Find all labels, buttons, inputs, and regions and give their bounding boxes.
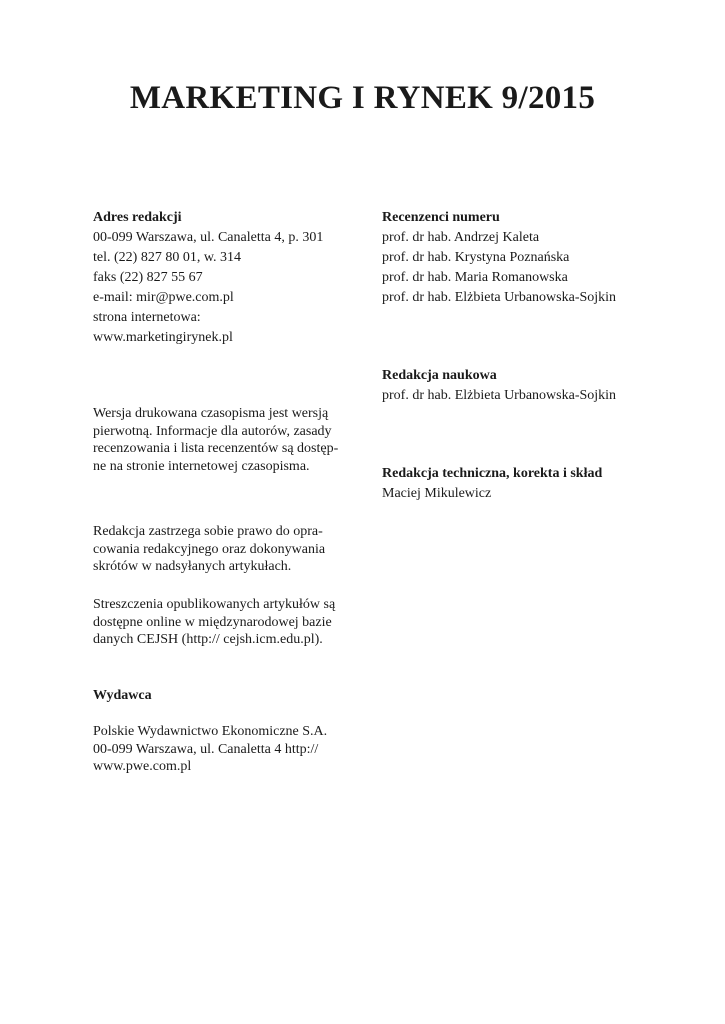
print-version-line: recenzowania i lista recenzentów są dostęp-: [93, 441, 339, 456]
publisher-heading: Wydawca: [93, 688, 152, 703]
publisher-address: 00-099 Warszawa, ul. Canaletta 4 http://: [93, 741, 319, 757]
address-website-label: strona internetowa:: [93, 310, 201, 325]
editorial-rights-note: [93, 523, 383, 576]
print-version-line: pierwotną. Informacje dla autorów, zasady: [93, 423, 332, 439]
reviewer-item: prof. dr hab. Elżbieta Urbanowska-Sojkin: [382, 290, 617, 305]
address-block: [93, 208, 383, 348]
address-fax: faks (22) 827 55 67: [93, 270, 203, 285]
reviewer-item: prof. dr hab. Andrzej Kaleta: [382, 230, 540, 245]
editorial-rights-line: cowania redakcyjnego oraz dokonywania: [93, 541, 326, 557]
print-version-line: ne na stronie internetowej czasopisma.: [93, 458, 310, 474]
publisher-heading-block: [93, 686, 383, 706]
scientific-editor-name: prof. dr hab. Elżbieta Urbanowska-Sojkin: [382, 388, 617, 403]
print-version-note: [93, 405, 383, 475]
publisher-website: www.pwe.com.pl: [93, 759, 192, 774]
abstracts-line: danych CEJSH (http:// cejsh.icm.edu.pl).: [93, 632, 323, 647]
scientific-editor-block: [382, 366, 682, 406]
editorial-rights-line: skrótów w nadsyłanych artykułach.: [93, 559, 292, 574]
address-heading: Adres redakcji: [93, 210, 182, 225]
reviewer-item: prof. dr hab. Maria Romanowska: [382, 270, 568, 285]
abstracts-line: dostępne online w międzynarodowej bazie: [93, 614, 332, 630]
address-email: e-mail: mir@pwe.com.pl: [93, 290, 234, 305]
address-street: 00-099 Warszawa, ul. Canaletta 4, p. 301: [93, 230, 324, 245]
publisher-block: [93, 723, 383, 776]
reviewers-block: [382, 208, 682, 308]
editorial-rights-line: Redakcja zastrzega sobie prawo do opra-: [93, 524, 323, 539]
technical-editor-name: Maciej Mikulewicz: [382, 486, 492, 501]
address-phone: tel. (22) 827 80 01, w. 314: [93, 250, 242, 265]
technical-editor-block: [382, 464, 682, 504]
page-title: MARKETING I RYNEK 9/2015: [129, 80, 596, 116]
reviewer-item: prof. dr hab. Krystyna Poznańska: [382, 250, 570, 265]
abstracts-line: Streszczenia opublikowanych artykułów są: [93, 597, 336, 612]
abstracts-note: [93, 596, 383, 649]
print-version-line: Wersja drukowana czasopisma jest wersją: [93, 406, 329, 421]
reviewers-heading: Recenzenci numeru: [382, 210, 500, 225]
technical-editor-heading: Redakcja techniczna, korekta i skład: [382, 466, 603, 481]
scientific-editor-heading: Redakcja naukowa: [382, 368, 497, 383]
address-website: www.marketingirynek.pl: [93, 330, 233, 345]
publisher-name: Polskie Wydawnictwo Ekonomiczne S.A.: [93, 724, 328, 739]
